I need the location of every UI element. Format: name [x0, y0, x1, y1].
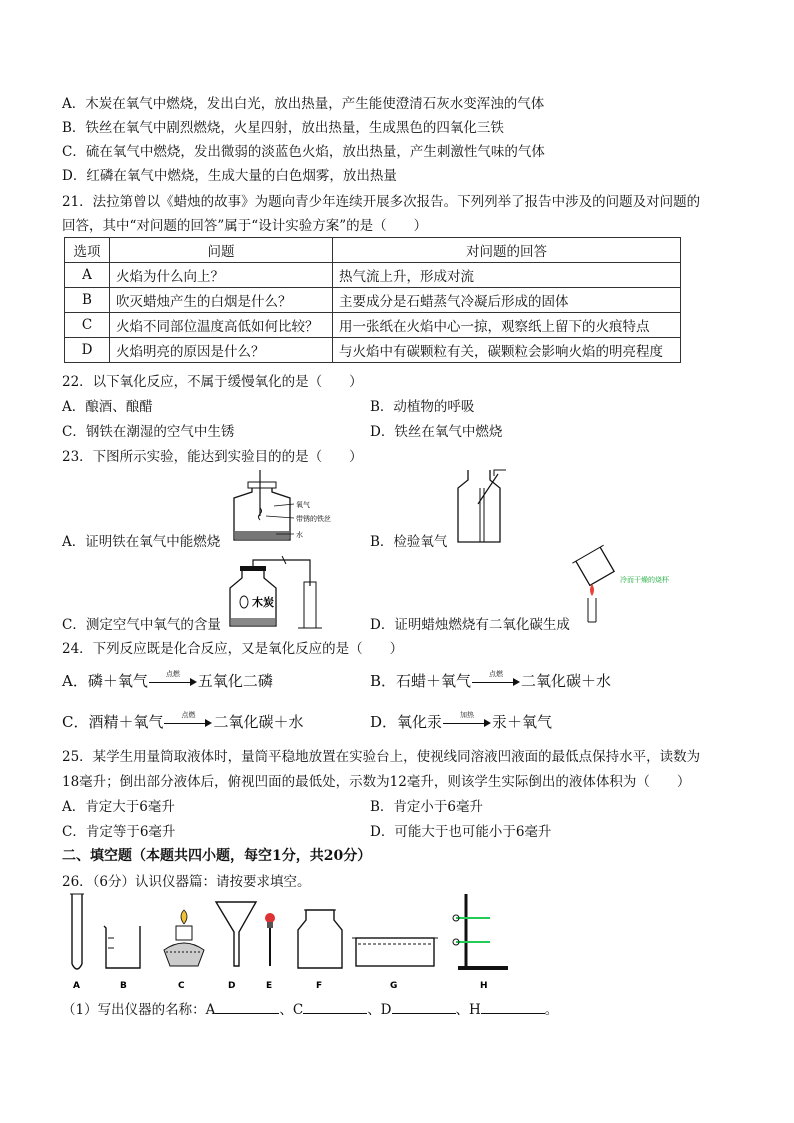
q25-option-a: A．肯定大于6毫升	[62, 799, 175, 815]
q26-sub1-prefix: （1）写出仪器的名称：A	[62, 1002, 216, 1018]
dropper-icon	[265, 913, 275, 966]
reaction-arrow	[472, 670, 520, 689]
q25-option-c: C．肯定等于6毫升	[62, 824, 176, 840]
fig-d-label-beaker: 冷而干燥的烧杯	[620, 576, 669, 584]
q24-option-d	[370, 711, 552, 732]
q22-option-c: C．钢铁在潮湿的空气中生锈	[62, 424, 235, 440]
fig-c-label-charcoal: 木炭	[252, 596, 274, 609]
reaction-arrow	[164, 711, 212, 730]
table-cell-option: B	[65, 288, 110, 313]
table-row	[65, 288, 681, 313]
table-cell-answer: 与火焰中有碳颗粒有关，碳颗粒会影响火焰的明亮程度	[333, 338, 681, 363]
table-cell-question: 吹灭蜡烛产生的白烟是什么？	[110, 288, 333, 313]
beaker-icon	[104, 926, 140, 968]
answer-blank-c[interactable]	[303, 1001, 367, 1014]
q24-option-a	[62, 670, 273, 691]
q25-option-d: D．可能大于也可能小于6毫升	[370, 824, 552, 840]
q24-c-products: 二氧化碳＋水	[213, 713, 304, 731]
q23-option-b: B．检验氧气	[370, 534, 448, 550]
reaction-arrow	[443, 711, 491, 730]
q24-c-reactants: C．酒精＋氧气	[62, 713, 164, 731]
table-row	[65, 263, 681, 288]
table-cell-question: 火焰明亮的原因是什么？	[110, 338, 333, 363]
answer-blank-a[interactable]	[215, 1001, 279, 1014]
q20-option-d: D．红磷在氧气中燃烧，生成大量的白色烟雾，放出热量	[62, 168, 397, 184]
table-header-answer: 对问题的回答	[333, 238, 681, 263]
funnel-icon	[216, 902, 256, 966]
water-trough-icon	[352, 938, 438, 966]
q24-a-products: 五氧化二磷	[197, 672, 273, 690]
table-cell-answer: 主要成分是石蜡蒸气冷凝后形成的固体	[333, 288, 681, 313]
reaction-arrow	[149, 670, 197, 689]
instrument-label-b: B	[120, 981, 127, 991]
air-oxygen-content-figure	[226, 556, 326, 632]
q20-option-a: A．木炭在氧气中燃烧，发出白光，放出热量，产生能使澄清石灰水变浑浊的气体	[62, 96, 545, 112]
test-tube-icon	[70, 894, 84, 969]
q26-sep-d: 、D	[367, 1002, 392, 1018]
table-cell-answer: 用一张纸在火焰中心一掠，观察纸上留下的火痕特点	[333, 313, 681, 338]
q26-sep-h: 、H	[455, 1002, 481, 1018]
table-header-option: 选项	[65, 238, 110, 263]
table-cell-option: D	[65, 338, 110, 363]
q22-option-b: B．动植物的呼吸	[370, 399, 475, 415]
instrument-label-c: C	[178, 981, 185, 991]
candle-co2-figure	[574, 548, 669, 624]
table-cell-question: 火焰不同部位温度高低如何比较？	[110, 313, 333, 338]
q24-stem: 24．下列反应既是化合反应，又是氧化反应的是（ ）	[62, 641, 404, 657]
oxygen-test-figure	[454, 466, 514, 546]
instrument-label-e: E	[266, 981, 273, 991]
answer-blank-d[interactable]	[392, 1001, 456, 1014]
q24-d-reactants: D．氧化汞	[370, 713, 443, 731]
instrument-label-g: G	[390, 981, 398, 991]
q26-sep-c: 、C	[279, 1002, 304, 1018]
table-cell-option: A	[65, 263, 110, 288]
q24-a-reactants: A．磷＋氧气	[62, 672, 148, 690]
q22-option-d: D．铁丝在氧气中燃烧	[370, 424, 503, 440]
table-cell-question: 火焰为什么向上？	[110, 263, 333, 288]
table-header-row	[65, 238, 681, 263]
iron-burning-oxygen-figure	[226, 468, 356, 546]
reaction-condition: 加热	[460, 711, 475, 719]
q22-stem: 22．以下氧化反应，不属于缓慢氧化的是（ ）	[62, 374, 363, 390]
q20-option-b: B．铁丝在氧气中剧烈燃烧，火星四射，放出热量，生成黑色的四氧化三铁	[62, 120, 504, 136]
instrument-label-d: D	[228, 981, 236, 991]
table-cell-option: C	[65, 313, 110, 338]
q21-stem-line2: 回答，其中“对问题的回答”属于“设计实验方案”的是（ ）	[62, 218, 428, 234]
q25-stem-line1: 25．某学生用量筒取液体时，量筒平稳地放置在实验台上，使视线同溶液凹液面的最低点保持水平，读数为	[62, 749, 701, 765]
section-heading: 二、填空题（本题共四小题，每空1分，共20分）	[62, 848, 372, 864]
reaction-condition: 点燃	[489, 670, 504, 678]
reagent-bottle-icon	[298, 910, 342, 968]
q23-option-c: C．测定空气中氧气的含量	[62, 617, 221, 633]
q22-option-a: A．酿酒、酿醋	[62, 399, 153, 415]
q26-end: 。	[544, 1002, 559, 1018]
q24-option-b	[370, 670, 611, 691]
table-row	[65, 313, 681, 338]
instrument-label-h: H	[480, 981, 488, 991]
fig-a-label-oxygen: 氧气	[296, 501, 310, 509]
q24-b-reactants: B．石蜡＋氧气	[370, 672, 472, 690]
q23-stem: 23．下图所示实验，能达到实验目的的是（ ）	[62, 449, 363, 465]
table-cell-answer: 热气流上升，形成对流	[333, 263, 681, 288]
q24-option-c	[62, 711, 304, 732]
q23-option-d: D．证明蜡烛燃烧有二氧化碳生成	[370, 617, 570, 633]
fig-a-label-wire: 带锈的铁丝	[296, 515, 331, 523]
iron-stand-icon	[453, 894, 508, 970]
q21-table	[64, 237, 681, 363]
alcohol-lamp-icon	[164, 910, 204, 966]
table-header-question: 问题	[110, 238, 333, 263]
q25-stem-line2: 18毫升；倒出部分液体后，俯视凹面的最低处，示数为12毫升，则该学生实际倒出的液体体积为（ ）	[62, 774, 691, 790]
answer-blank-h[interactable]	[481, 1001, 545, 1014]
q21-stem-line1: 21．法拉第曾以《蜡烛的故事》为题向青少年连续开展多次报告。下列列举了报告中涉及的问题及对问题的	[62, 194, 701, 210]
instrument-label-a: A	[73, 981, 80, 991]
table-row	[65, 338, 681, 363]
instrument-label-f: F	[316, 981, 323, 991]
reaction-condition: 点燃	[181, 711, 196, 719]
q20-option-c: C．硫在氧气中燃烧，发出微弱的淡蓝色火焰，放出热量，产生刺激性气味的气体	[62, 144, 545, 160]
q25-option-b: B．肯定小于6毫升	[370, 799, 484, 815]
fig-a-label-water: 水	[296, 531, 303, 539]
q24-b-products: 二氧化碳＋水	[521, 672, 612, 690]
reaction-condition: 点燃	[165, 670, 180, 678]
q24-d-products: 汞＋氧气	[492, 713, 553, 731]
q23-option-a: A．证明铁在氧气中能燃烧	[62, 534, 221, 550]
q26-stem: 26．（6分）认识仪器篇：请按要求填空。	[62, 874, 311, 890]
q26-sub1	[62, 998, 558, 1018]
instrument-row-figure	[60, 888, 530, 992]
